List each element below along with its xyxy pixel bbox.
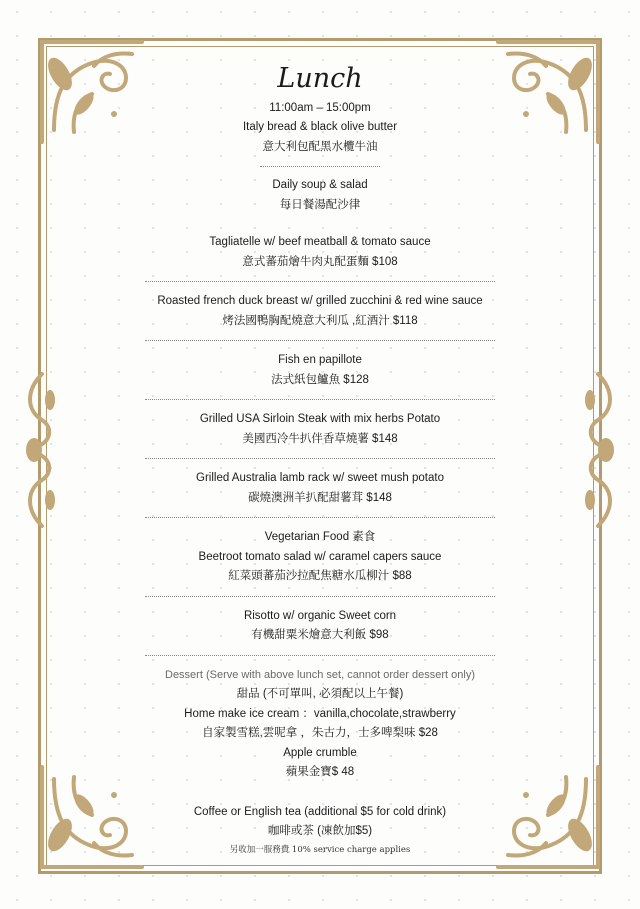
vegetarian-heading: Vegetarian Food 素食 (264, 531, 376, 543)
main-item-zh: 法式紙包鱸魚 $128 (271, 373, 369, 386)
divider (260, 166, 380, 167)
ice-cream-en: Home make ice cream ：vanilla,chocolate,strawberry (184, 707, 456, 720)
divider (145, 517, 495, 518)
main-item-zh: 碳燒澳洲羊扒配甜薯茸 $148 (248, 491, 392, 504)
divider (145, 596, 495, 597)
lunch-menu (96, 60, 544, 858)
dessert-note-zh: 甜品 (不可單叫, 必須配以上午餐) (236, 688, 404, 700)
main-item-en: Tagliatelle w/ beef meatball & tomato sauce (209, 236, 431, 248)
divider (145, 399, 495, 400)
dessert-note-en: Dessert (Serve with above lunch set, cannot order dessert only) (165, 668, 475, 681)
side-ornament-left (20, 370, 60, 530)
main-item-zh: 烤法國鴨胸配燒意大利瓜 ,紅酒汁 $118 (222, 314, 418, 327)
risotto-en: Risotto w/ organic Sweet corn (243, 609, 397, 622)
divider (145, 340, 495, 341)
risotto-zh: 有機甜粟米燴意大利飯 $98 (251, 629, 389, 641)
drink-en: Coffee or English tea (additional $5 for cold drink) (193, 805, 447, 818)
vegetarian-item-zh: 紅菜頭蕃茄沙拉配焦糖水瓜柳汁 $88 (228, 570, 412, 582)
main-item-en: Grilled USA Sirloin Steak with mix herbs Potato (199, 413, 441, 425)
vegetarian-item-en: Beetroot tomato salad w/ caramel capers sauce (198, 550, 442, 563)
serving-hours: 11:00am – 15:00pm (269, 102, 371, 114)
soup-zh: 每日餐湯配沙律 (279, 198, 361, 211)
side-ornament-right (580, 370, 620, 530)
service-charge-note: 另收加一服務費 10% service charge applies (229, 844, 411, 855)
starter-zh: 意大利包配黑水欖牛油 (262, 140, 378, 153)
main-item-zh: 意式蕃茄燴牛肉丸配蛋麵 $108 (242, 255, 398, 268)
menu-title: Lunch (277, 63, 363, 94)
divider (145, 655, 495, 656)
main-item-zh: 美國西冷牛扒伴香草燒薯 $148 (242, 432, 398, 445)
starter-en: Italy bread & black olive butter (242, 121, 398, 133)
divider (145, 281, 495, 282)
drink-zh: 咖啡或茶 (凍飲加$5) (267, 825, 373, 837)
main-item-en: Roasted french duck breast w/ grilled zucchini & red wine sauce (157, 295, 483, 307)
ice-cream-zh: 自家製雪糕,雲呢拿 ，朱古力，士多啤梨味 $28 (202, 727, 438, 739)
apple-crumble-en: Apple crumble (283, 746, 357, 759)
main-item-en: Grilled Australia lamb rack w/ sweet mush potato (196, 472, 444, 484)
apple-crumble-zh: 蘋果金寶$ 48 (285, 766, 355, 778)
soup-en: Daily soup & salad (272, 179, 368, 191)
divider (145, 458, 495, 459)
main-item-en: Fish en papillote (278, 354, 362, 366)
